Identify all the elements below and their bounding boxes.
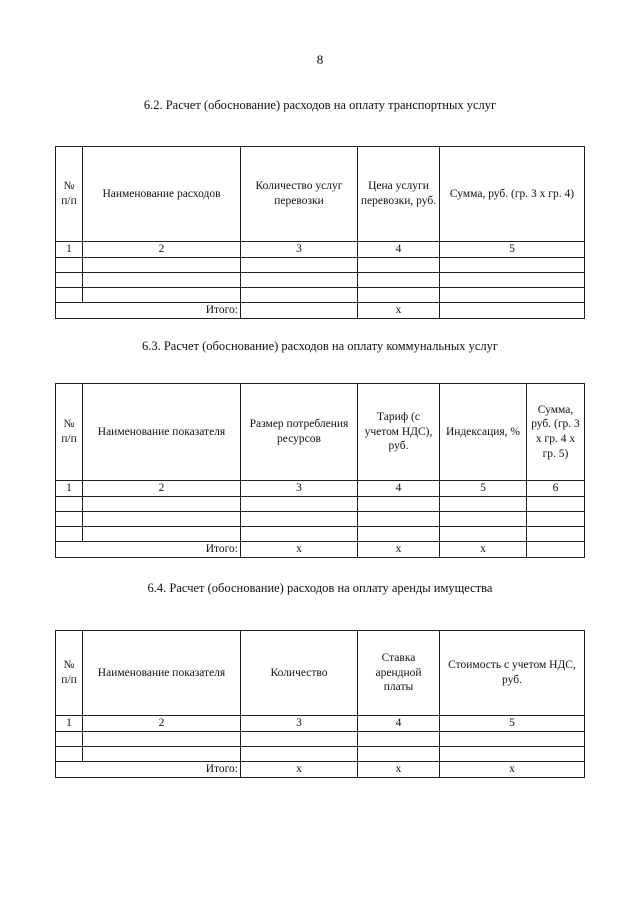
column-number-cell: 1 (56, 242, 83, 258)
empty-cell (83, 512, 241, 527)
empty-cell (83, 732, 241, 747)
total-cell: x (440, 762, 585, 778)
empty-cell (56, 273, 83, 288)
empty-cell (440, 497, 527, 512)
header-cell-indexation: Индексация, % (440, 384, 527, 481)
column-number-cell: 5 (440, 242, 585, 258)
empty-cell (358, 273, 440, 288)
total-cell (440, 303, 585, 319)
empty-cell (358, 747, 440, 762)
empty-cell (83, 747, 241, 762)
section-6-2-title: 6.2. Расчет (обоснование) расходов на оплату транспортных услуг (143, 98, 497, 112)
column-number-cell: 3 (241, 716, 358, 732)
table-row (56, 258, 585, 273)
table-header-row (56, 631, 585, 716)
column-number-row (56, 481, 585, 497)
total-label: Итого: (56, 542, 241, 558)
page-number: 8 (316, 52, 324, 67)
column-number-cell: 2 (83, 242, 241, 258)
section-6-3-title: 6.3. Расчет (обоснование) расходов на оплату коммунальных услуг (141, 339, 499, 353)
empty-cell (358, 527, 440, 542)
total-row (56, 303, 585, 319)
empty-cell (358, 258, 440, 273)
empty-cell (358, 732, 440, 747)
empty-cell (241, 258, 358, 273)
empty-cell (56, 288, 83, 303)
table-row (56, 747, 585, 762)
column-number-cell: 4 (358, 481, 440, 497)
empty-cell (440, 258, 585, 273)
column-number-cell: 4 (358, 242, 440, 258)
header-cell-number: № п/п (56, 631, 83, 716)
total-row (56, 542, 585, 558)
utility-services-table (55, 383, 585, 558)
empty-cell (83, 258, 241, 273)
empty-cell (241, 527, 358, 542)
empty-cell (241, 497, 358, 512)
header-cell-number: № п/п (56, 384, 83, 481)
header-cell-rent-rate: Ставка арендной платы (358, 631, 440, 716)
empty-cell (358, 288, 440, 303)
column-number-cell: 1 (56, 481, 83, 497)
empty-cell (358, 512, 440, 527)
column-number-cell: 6 (527, 481, 585, 497)
total-cell: x (241, 542, 358, 558)
column-number-cell: 3 (241, 242, 358, 258)
total-cell (527, 542, 585, 558)
header-cell-tariff: Тариф (с учетом НДС), руб. (358, 384, 440, 481)
empty-cell (241, 512, 358, 527)
header-cell-cost: Стоимость с учетом НДС, руб. (440, 631, 585, 716)
column-number-cell: 2 (83, 481, 241, 497)
table-row (56, 273, 585, 288)
empty-cell (358, 497, 440, 512)
column-number-row (56, 242, 585, 258)
header-cell-quantity: Количество (241, 631, 358, 716)
total-cell (241, 303, 358, 319)
total-cell: x (358, 303, 440, 319)
column-number-cell: 2 (83, 716, 241, 732)
header-cell-sum: Сумма, руб. (гр. 3 х гр. 4) (440, 147, 585, 242)
empty-cell (241, 747, 358, 762)
total-cell: x (440, 542, 527, 558)
empty-cell (241, 288, 358, 303)
total-cell: x (358, 542, 440, 558)
column-number-cell: 3 (241, 481, 358, 497)
empty-cell (440, 273, 585, 288)
empty-cell (83, 497, 241, 512)
total-row (56, 762, 585, 778)
table-header-row (56, 147, 585, 242)
empty-cell (56, 527, 83, 542)
section-6-4-title: 6.4. Расчет (обоснование) расходов на оплату аренды имущества (147, 581, 493, 595)
empty-cell (241, 273, 358, 288)
empty-cell (241, 732, 358, 747)
empty-cell (527, 497, 585, 512)
header-cell-price: Цена услуги перевозки, руб. (358, 147, 440, 242)
table-row (56, 512, 585, 527)
empty-cell (56, 512, 83, 527)
total-cell: x (241, 762, 358, 778)
table-row (56, 288, 585, 303)
empty-cell (56, 732, 83, 747)
column-number-cell: 5 (440, 716, 585, 732)
header-cell-indicator-name: Наименование показателя (83, 631, 241, 716)
column-number-cell: 1 (56, 716, 83, 732)
table-header-row (56, 384, 585, 481)
empty-cell (56, 258, 83, 273)
header-cell-consumption: Размер потребления ресурсов (241, 384, 358, 481)
table-row (56, 497, 585, 512)
header-cell-sum: Сумма, руб. (гр. 3 х гр. 4 х гр. 5) (527, 384, 585, 481)
header-cell-expense-name: Наименование расходов (83, 147, 241, 242)
empty-cell (527, 527, 585, 542)
empty-cell (440, 527, 527, 542)
column-number-row (56, 716, 585, 732)
property-rent-table (55, 630, 585, 778)
total-label: Итого: (56, 303, 241, 319)
empty-cell (440, 732, 585, 747)
header-cell-indicator-name: Наименование показателя (83, 384, 241, 481)
column-number-cell: 5 (440, 481, 527, 497)
total-label: Итого: (56, 762, 241, 778)
total-cell: x (358, 762, 440, 778)
empty-cell (527, 512, 585, 527)
empty-cell (56, 497, 83, 512)
empty-cell (440, 512, 527, 527)
table-row (56, 527, 585, 542)
column-number-cell: 4 (358, 716, 440, 732)
table-row (56, 732, 585, 747)
empty-cell (83, 273, 241, 288)
empty-cell (440, 288, 585, 303)
empty-cell (83, 288, 241, 303)
header-cell-number: № п/п (56, 147, 83, 242)
empty-cell (83, 527, 241, 542)
empty-cell (440, 747, 585, 762)
transport-services-table (55, 146, 585, 319)
header-cell-quantity: Количество услуг перевозки (241, 147, 358, 242)
empty-cell (56, 747, 83, 762)
